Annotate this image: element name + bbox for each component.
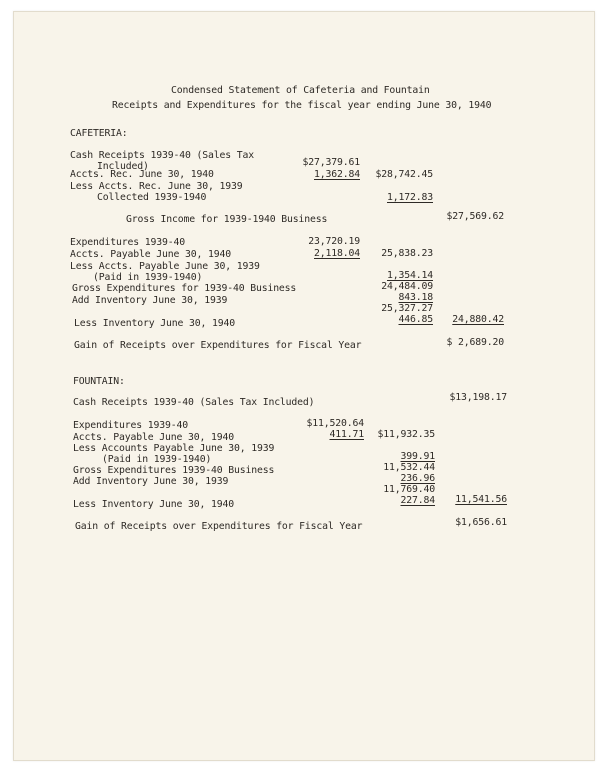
ftn-net-expenditures-amount: 11,541.56 <box>455 494 507 505</box>
caf-gain-label: Gain of Receipts over Expenditures for Fiscal Year <box>74 340 362 351</box>
ftn-expenditures-label: Expenditures 1939-40 <box>73 420 188 431</box>
caf-less-accts-rec-label: Less Accts. Rec. June 30, 1939 <box>70 181 243 192</box>
caf-less-accts-payable-label: Less Accts. Payable June 30, 1939 <box>70 261 260 272</box>
caf-collected-amount: 1,172.83 <box>387 192 433 203</box>
caf-less-inventory-amount: 446.85 <box>398 314 433 325</box>
caf-subtotal-amount: 25,327.27 <box>381 303 433 314</box>
ftn-cash-receipts-amount: $13,198.17 <box>449 392 507 403</box>
ftn-less-inventory-label: Less Inventory June 30, 1940 <box>73 499 234 510</box>
caf-gross-exp-amount: 24,484.09 <box>381 281 433 292</box>
ftn-paid-amount: 399.91 <box>400 451 435 462</box>
title-line-2: Receipts and Expenditures for the fiscal year ending June 30, 1940 <box>112 100 492 111</box>
ftn-cash-receipts-label: Cash Receipts 1939-40 (Sales Tax Included) <box>73 397 315 408</box>
cafeteria-heading: CAFETERIA: <box>70 128 128 139</box>
caf-paid-amount: 1,354.14 <box>387 270 433 281</box>
ftn-accts-payable-label: Accts. Payable June 30, 1940 <box>73 432 234 443</box>
ftn-paid-label: (Paid in 1939-1940) <box>102 454 212 465</box>
caf-net-expenditures-amount: 24,880.42 <box>452 314 504 325</box>
caf-add-inventory-amount: 843.18 <box>398 292 433 303</box>
ftn-accts-payable-amount: 411.71 <box>329 429 364 440</box>
caf-cash-receipts-amount: $27,379.61 <box>302 157 360 168</box>
ftn-less-accounts-payable-label: Less Accounts Payable June 30, 1939 <box>73 443 275 454</box>
caf-gross-exp-label: Gross Expenditures for 1939-40 Business <box>72 283 297 294</box>
caf-accts-rec-total: $28,742.45 <box>375 169 433 180</box>
caf-gross-income-amount: $27,569.62 <box>446 211 504 222</box>
caf-expenditures-amount: 23,720.19 <box>308 236 360 247</box>
caf-add-inventory-label: Add Inventory June 30, 1939 <box>72 295 228 306</box>
caf-accts-rec-amount: 1,362.84 <box>314 169 360 180</box>
ftn-expenditures-amount: $11,520.64 <box>306 418 364 429</box>
caf-accts-payable-amount: 2,118.04 <box>314 248 360 259</box>
ftn-subtotal-amount: 11,769.40 <box>383 484 435 495</box>
caf-collected-label: Collected 1939-1940 <box>97 192 207 203</box>
caf-accts-payable-total: 25,838.23 <box>381 248 433 259</box>
caf-cash-receipts-label-2: Included) <box>97 161 149 172</box>
ftn-gross-exp-label: Gross Expenditures 1939-40 Business <box>73 465 275 476</box>
caf-cash-receipts-label: Cash Receipts 1939-40 (Sales Tax <box>70 150 254 161</box>
ftn-add-inventory-label: Add Inventory June 30, 1939 <box>73 476 229 487</box>
ftn-accts-payable-total: $11,932.35 <box>377 429 435 440</box>
caf-gain-amount: $ 2,689.20 <box>446 337 504 348</box>
caf-less-inventory-label: Less Inventory June 30, 1940 <box>74 318 235 329</box>
caf-paid-label: (Paid in 1939-1940) <box>93 272 203 283</box>
ftn-add-inventory-amount: 236.96 <box>400 473 435 484</box>
caf-expenditures-label: Expenditures 1939-40 <box>70 237 185 248</box>
ftn-less-inventory-amount: 227.84 <box>400 495 435 506</box>
ftn-gain-amount: $1,656.61 <box>455 517 507 528</box>
ftn-gain-label: Gain of Receipts over Expenditures for Fiscal Year <box>75 521 363 532</box>
fountain-heading: FOUNTAIN: <box>73 376 125 387</box>
title-line-1: Condensed Statement of Cafeteria and Fountain <box>171 85 430 96</box>
ftn-gross-exp-amount: 11,532.44 <box>383 462 435 473</box>
caf-gross-income-label: Gross Income for 1939-1940 Business <box>126 214 328 225</box>
caf-accts-payable-label: Accts. Payable June 30, 1940 <box>70 249 231 260</box>
caf-accts-rec-label: Accts. Rec. June 30, 1940 <box>70 169 214 180</box>
